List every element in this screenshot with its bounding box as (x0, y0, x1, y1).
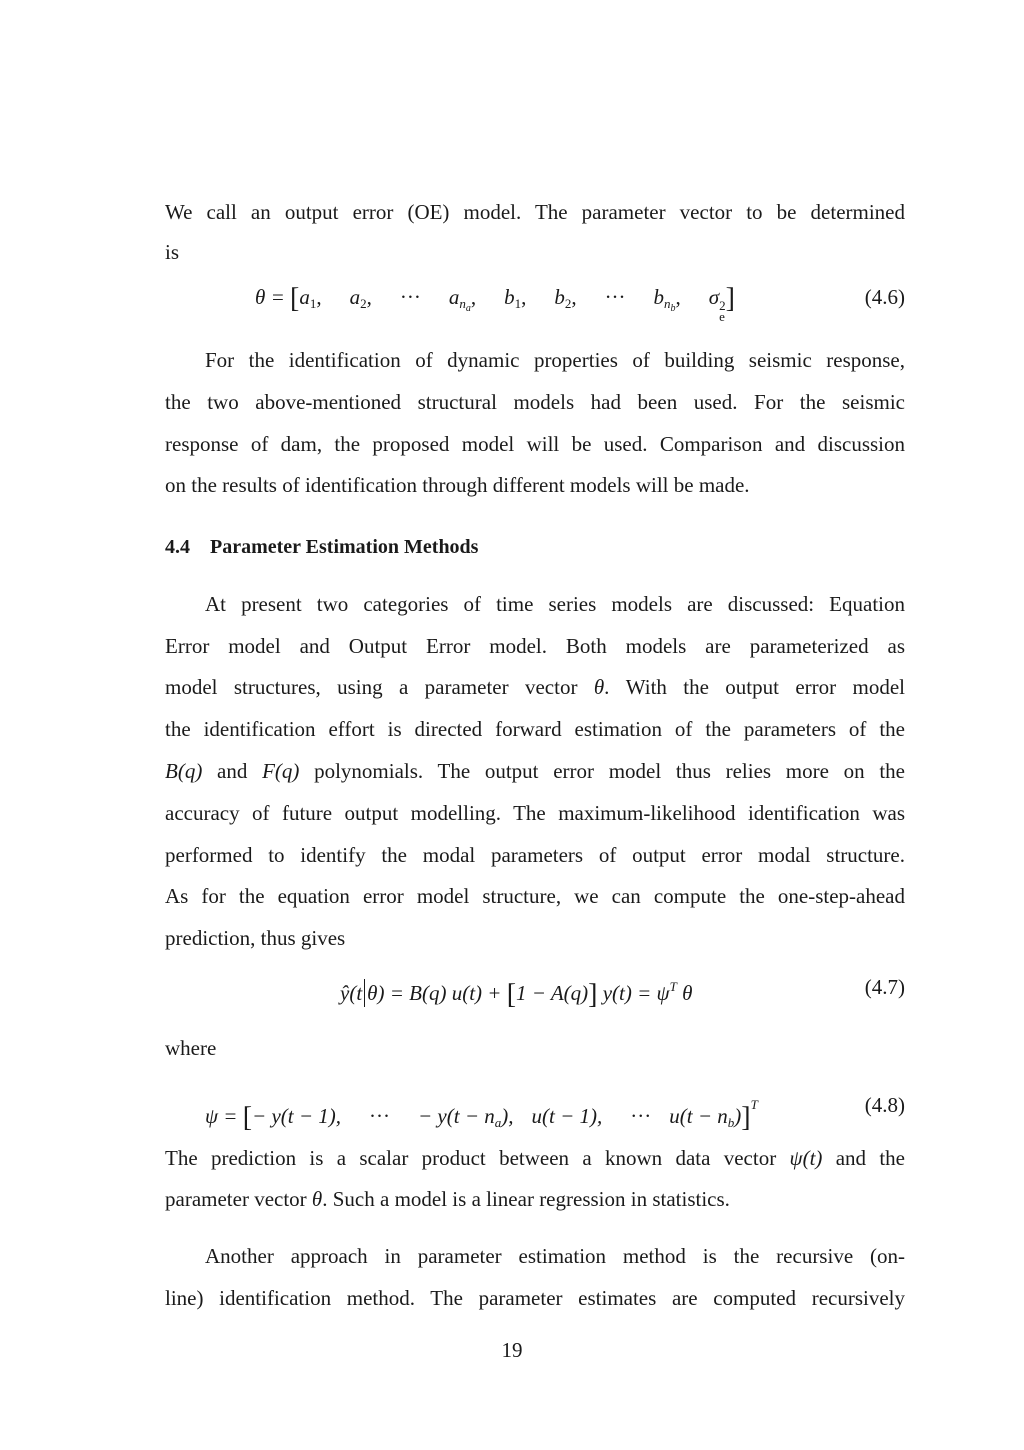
text-span: parameter vector (165, 1187, 312, 1211)
text-line: the two above-mentioned structural models had been used. For the seismic (165, 390, 905, 414)
eq-term: u(t − 1), (531, 1104, 603, 1128)
text-line: At present two categories of time series models are discussed: Equation (205, 592, 905, 616)
bracket-open: [ (506, 979, 517, 1010)
text-line: As for the equation error model structure, we can compute the one-step-ahead (165, 884, 905, 908)
eq-lhs: ψ = (205, 1104, 243, 1128)
text-line: performed to identify the modal parameters of output error modal structure. (165, 843, 905, 867)
eq-subsub: a (465, 303, 471, 314)
eq-term: a (448, 285, 460, 309)
text-line: Error model and Output Error model. Both models are parameterized as (165, 634, 905, 658)
math-symbol: θ (593, 675, 605, 699)
eq-part: 1 − A(q) (516, 981, 589, 1005)
eq-subsub: b (670, 303, 676, 314)
eq-sub: 2 (360, 296, 367, 311)
text-line: We call an output error (OE) model. The parameter vector to be determined (165, 200, 905, 224)
eq-dots: ··· (399, 285, 421, 309)
text-span: and (202, 759, 263, 783)
text-line: line) identification method. The parameter estimates are computed recursively (165, 1286, 905, 1310)
eq-term: a (349, 285, 361, 309)
section-number: 4.4 (165, 536, 190, 558)
text-line: For the identification of dynamic properties of building seismic response, (205, 348, 905, 372)
equation-number: (4.8) (864, 1093, 905, 1117)
eq-sup: T (750, 1097, 758, 1112)
text-span: . Such a model is a linear regression in statistics. (322, 1187, 730, 1211)
equation-4-7 (340, 972, 692, 1010)
text-line: the identification effort is directed forward estimation of the parameters of the (165, 717, 905, 741)
equation-number: (4.7) (864, 975, 905, 999)
eq-sep: , (366, 285, 372, 309)
eq-dots: ··· (604, 285, 626, 309)
eq-dots: ··· (630, 1104, 652, 1128)
eq-sub: n (459, 296, 466, 311)
eq-term: b (653, 285, 665, 309)
conditional-bar (364, 979, 365, 1007)
equation-number: (4.6) (864, 285, 905, 309)
eq-sep: , (571, 285, 577, 309)
text-line: prediction, thus gives (165, 926, 346, 950)
eq-term: a (299, 285, 310, 309)
eq-sep: , (521, 285, 527, 309)
text-line: Another approach in parameter estimation method is the recursive (on- (205, 1244, 905, 1268)
eq-term: b (554, 285, 565, 309)
text-line (165, 1146, 905, 1170)
eq-part: y(t) = ψ (597, 981, 670, 1005)
bracket-open: [ (290, 283, 300, 314)
section-heading (165, 535, 905, 559)
eq-sup: 2 (719, 298, 726, 313)
equation-4-6 (255, 282, 735, 324)
text-line (165, 759, 905, 783)
text-span: polynomials. The output error model thus relies more on the (299, 759, 905, 783)
text-line: accuracy of future output modelling. The maximum-likelihood identification was (165, 801, 905, 825)
eq-part: θ) = B(q) u(t) + (367, 981, 507, 1005)
equation-4-8 (205, 1090, 758, 1138)
text-line: is (165, 240, 180, 264)
eq-sep: , (675, 285, 681, 309)
eq-term: u(t − n (669, 1104, 728, 1128)
section-title: Parameter Estimation Methods (210, 536, 479, 558)
eq-sup: T (669, 979, 677, 994)
page-number: 19 (501, 1338, 523, 1362)
text-line: response of dam, the proposed model will be used. Comparison and discussion (165, 432, 905, 456)
eq-term: ) (734, 1104, 742, 1128)
eq-term: ), (501, 1104, 514, 1128)
eq-sep: , (316, 285, 322, 309)
math-symbol: F(q) (262, 759, 300, 783)
eq-sub: 1 (309, 296, 317, 311)
eq-part: θ (676, 981, 693, 1005)
bracket-close: ] (725, 283, 735, 314)
bracket-close: ] (741, 1102, 751, 1133)
text-span: The prediction is a scalar product between a known data vector (165, 1146, 790, 1170)
eq-term: b (504, 285, 515, 309)
eq-sep: , (470, 285, 477, 309)
eq-sub: 1 (514, 296, 522, 311)
math-symbol: ψ(t) (789, 1146, 823, 1170)
text-span: model structures, using a parameter vector (165, 675, 594, 699)
math-symbol: θ (311, 1187, 323, 1211)
eq-term: − y(t − n (418, 1104, 495, 1128)
bracket-open: [ (242, 1102, 253, 1133)
text-line: where (165, 1036, 217, 1060)
eq-part: ŷ(t (340, 981, 363, 1005)
eq-sub: e (719, 309, 725, 324)
eq-term: − y(t − 1), (252, 1104, 342, 1128)
eq-sub: 2 (564, 296, 572, 311)
eq-term: σ (708, 285, 720, 309)
eq-sub: n (664, 296, 671, 311)
eq-lhs: θ = (255, 285, 290, 309)
text-line (165, 675, 905, 699)
bracket-close: ] (588, 979, 598, 1010)
text-span: and the (822, 1146, 906, 1170)
eq-sub: b (727, 1115, 735, 1130)
text-span: . With the output error model (604, 675, 906, 699)
text-line (165, 1187, 905, 1211)
eq-sub: a (494, 1115, 502, 1130)
text-line: on the results of identification through different models will be made. (165, 473, 750, 497)
eq-dots: ··· (369, 1104, 391, 1128)
math-symbol: B(q) (165, 759, 203, 783)
